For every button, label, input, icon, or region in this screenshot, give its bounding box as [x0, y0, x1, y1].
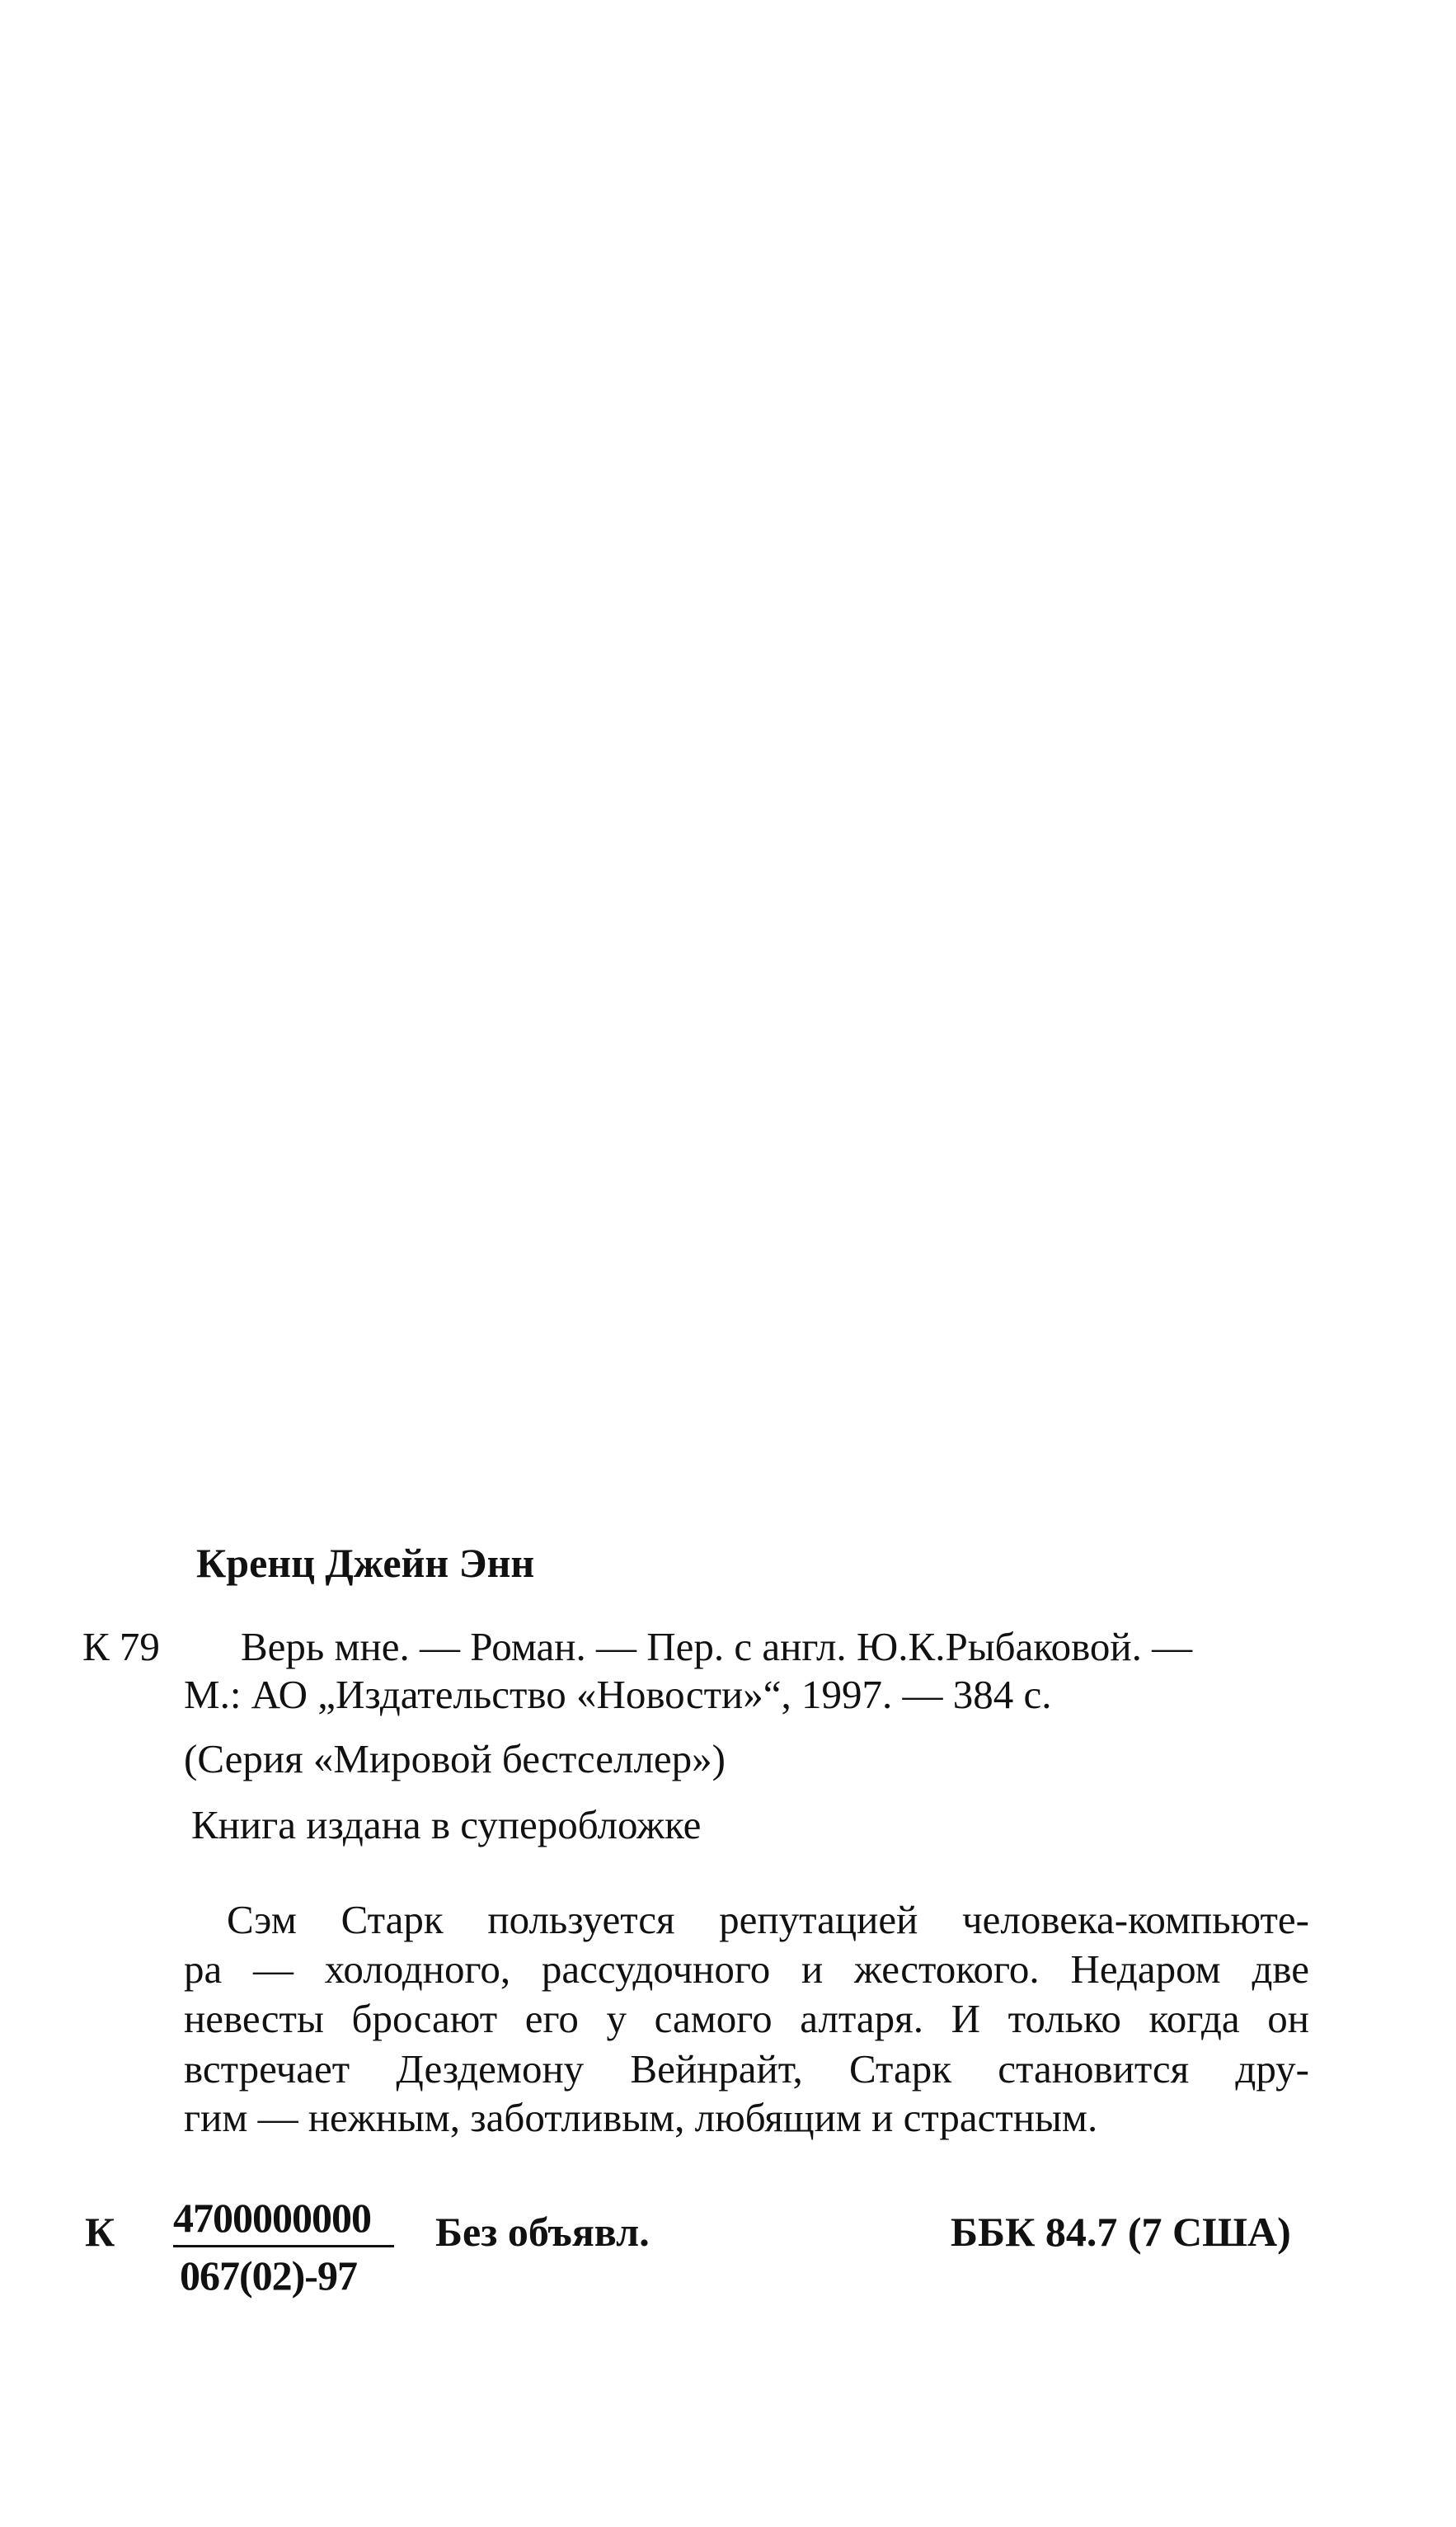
bibliographic-description-line-2: М.: АО „Издательство «Новости»“, 1997. — 384 с. [184, 1672, 1052, 1717]
series-note: (Серия «Мировой бестселлер») [184, 1736, 726, 1781]
annotation-line-3: невесты бросают его у самого алтаря. И только когда он [184, 1996, 1309, 2041]
annotation-line-2: ра — холодного, рассудочного и жестокого. Недаром две [184, 1946, 1309, 1992]
k-index-letter: К [85, 2209, 115, 2255]
fraction-rule [173, 2245, 394, 2247]
catalog-code: К 79 [82, 1624, 160, 1669]
k-index-subnumber: 067(02)-97 [180, 2252, 357, 2299]
author-name: Кренц Джейн Энн [196, 1540, 535, 1586]
annotation-line-4: встречает Дездемону Вейнрайт, Старк становится дру- [184, 2046, 1309, 2092]
annotation-line-5: гим — нежным, заботливым, любящим и страстным. [184, 2095, 1098, 2140]
cover-note: Книга издана в суперобложке [191, 1802, 702, 1847]
annotation-line-1: Сэм Старк пользуется репутацией человека-компьюте- [227, 1897, 1309, 1942]
k-index-number: 4700000000 [173, 2195, 371, 2241]
no-announcement-note: Без объявл. [435, 2209, 650, 2255]
bbk-classification: ББК 84.7 (7 США) [951, 2209, 1291, 2255]
bibliographic-description-line-1: Верь мне. — Роман. — Пер. с англ. Ю.К.Рыбаковой. — [241, 1624, 1193, 1669]
